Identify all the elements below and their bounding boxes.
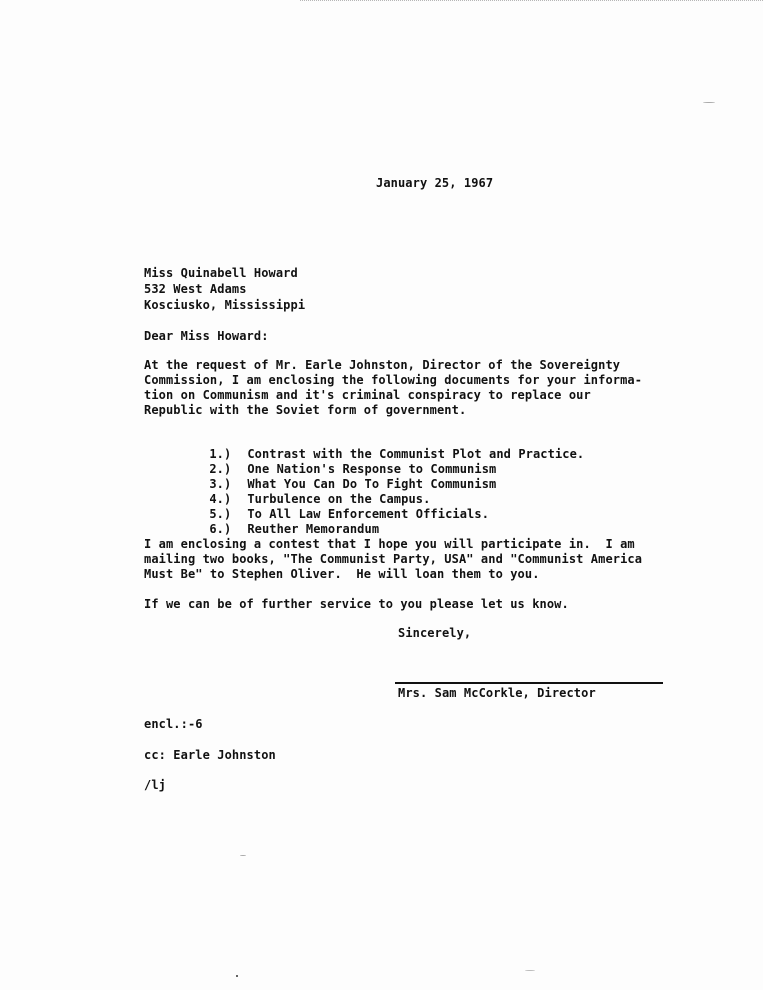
scan-speck <box>236 975 238 977</box>
enclosure-number: 2.) <box>209 462 232 476</box>
scan-speck <box>240 855 246 856</box>
signature-name: Mrs. Sam McCorkle, Director <box>398 686 596 700</box>
enclosure-number: 1.) <box>209 447 232 461</box>
recipient-street: 532 West Adams <box>144 282 247 296</box>
scan-edge-artifact <box>300 0 763 5</box>
paragraph1-line1: At the request of Mr. Earle Johnston, Director of the Sovereignty <box>144 358 621 372</box>
paragraph2-line3: Must Be" to Stephen Oliver. He will loan them to you. <box>144 567 540 581</box>
typist-initials: /lj <box>144 778 166 792</box>
enclosure-title: Reuther Memorandum <box>247 522 380 536</box>
salutation: Dear Miss Howard: <box>144 329 269 343</box>
enclosure-note: encl.:-6 <box>144 717 203 731</box>
scan-speck <box>703 102 715 103</box>
paragraph2-line2: mailing two books, "The Communist Party, USA" and "Communist America <box>144 552 643 566</box>
enclosure-title: One Nation's Response to Communism <box>247 462 497 476</box>
enclosure-title: Contrast with the Communist Plot and Practice. <box>247 447 585 461</box>
recipient-city: Kosciusko, Mississippi <box>144 298 306 312</box>
cc-line: cc: Earle Johnston <box>144 748 276 762</box>
enclosure-title: What You Can Do To Fight Communism <box>247 477 497 491</box>
paragraph1-line4: Republic with the Soviet form of government. <box>144 403 467 417</box>
enclosure-title: To All Law Enforcement Officials. <box>247 507 490 521</box>
recipient-name: Miss Quinabell Howard <box>144 266 298 280</box>
letter-date: January 25, 1967 <box>376 176 494 190</box>
paragraph3: If we can be of further service to you please let us know. <box>144 597 569 611</box>
enclosure-number: 3.) <box>209 477 232 491</box>
enclosure-number: 6.) <box>209 522 232 536</box>
scan-speck <box>525 970 535 971</box>
enclosure-title: Turbulence on the Campus. <box>247 492 431 506</box>
paragraph2-line1: I am enclosing a contest that I hope you will participate in. I am <box>144 537 635 551</box>
signature-line <box>395 682 663 684</box>
paragraph1-line2: Commission, I am enclosing the following documents for your informa- <box>144 373 643 387</box>
enclosure-number: 4.) <box>209 492 232 506</box>
closing: Sincerely, <box>398 626 472 640</box>
enclosure-number: 5.) <box>209 507 232 521</box>
paragraph1-line3: tion on Communism and it's criminal conspiracy to replace our <box>144 388 591 402</box>
